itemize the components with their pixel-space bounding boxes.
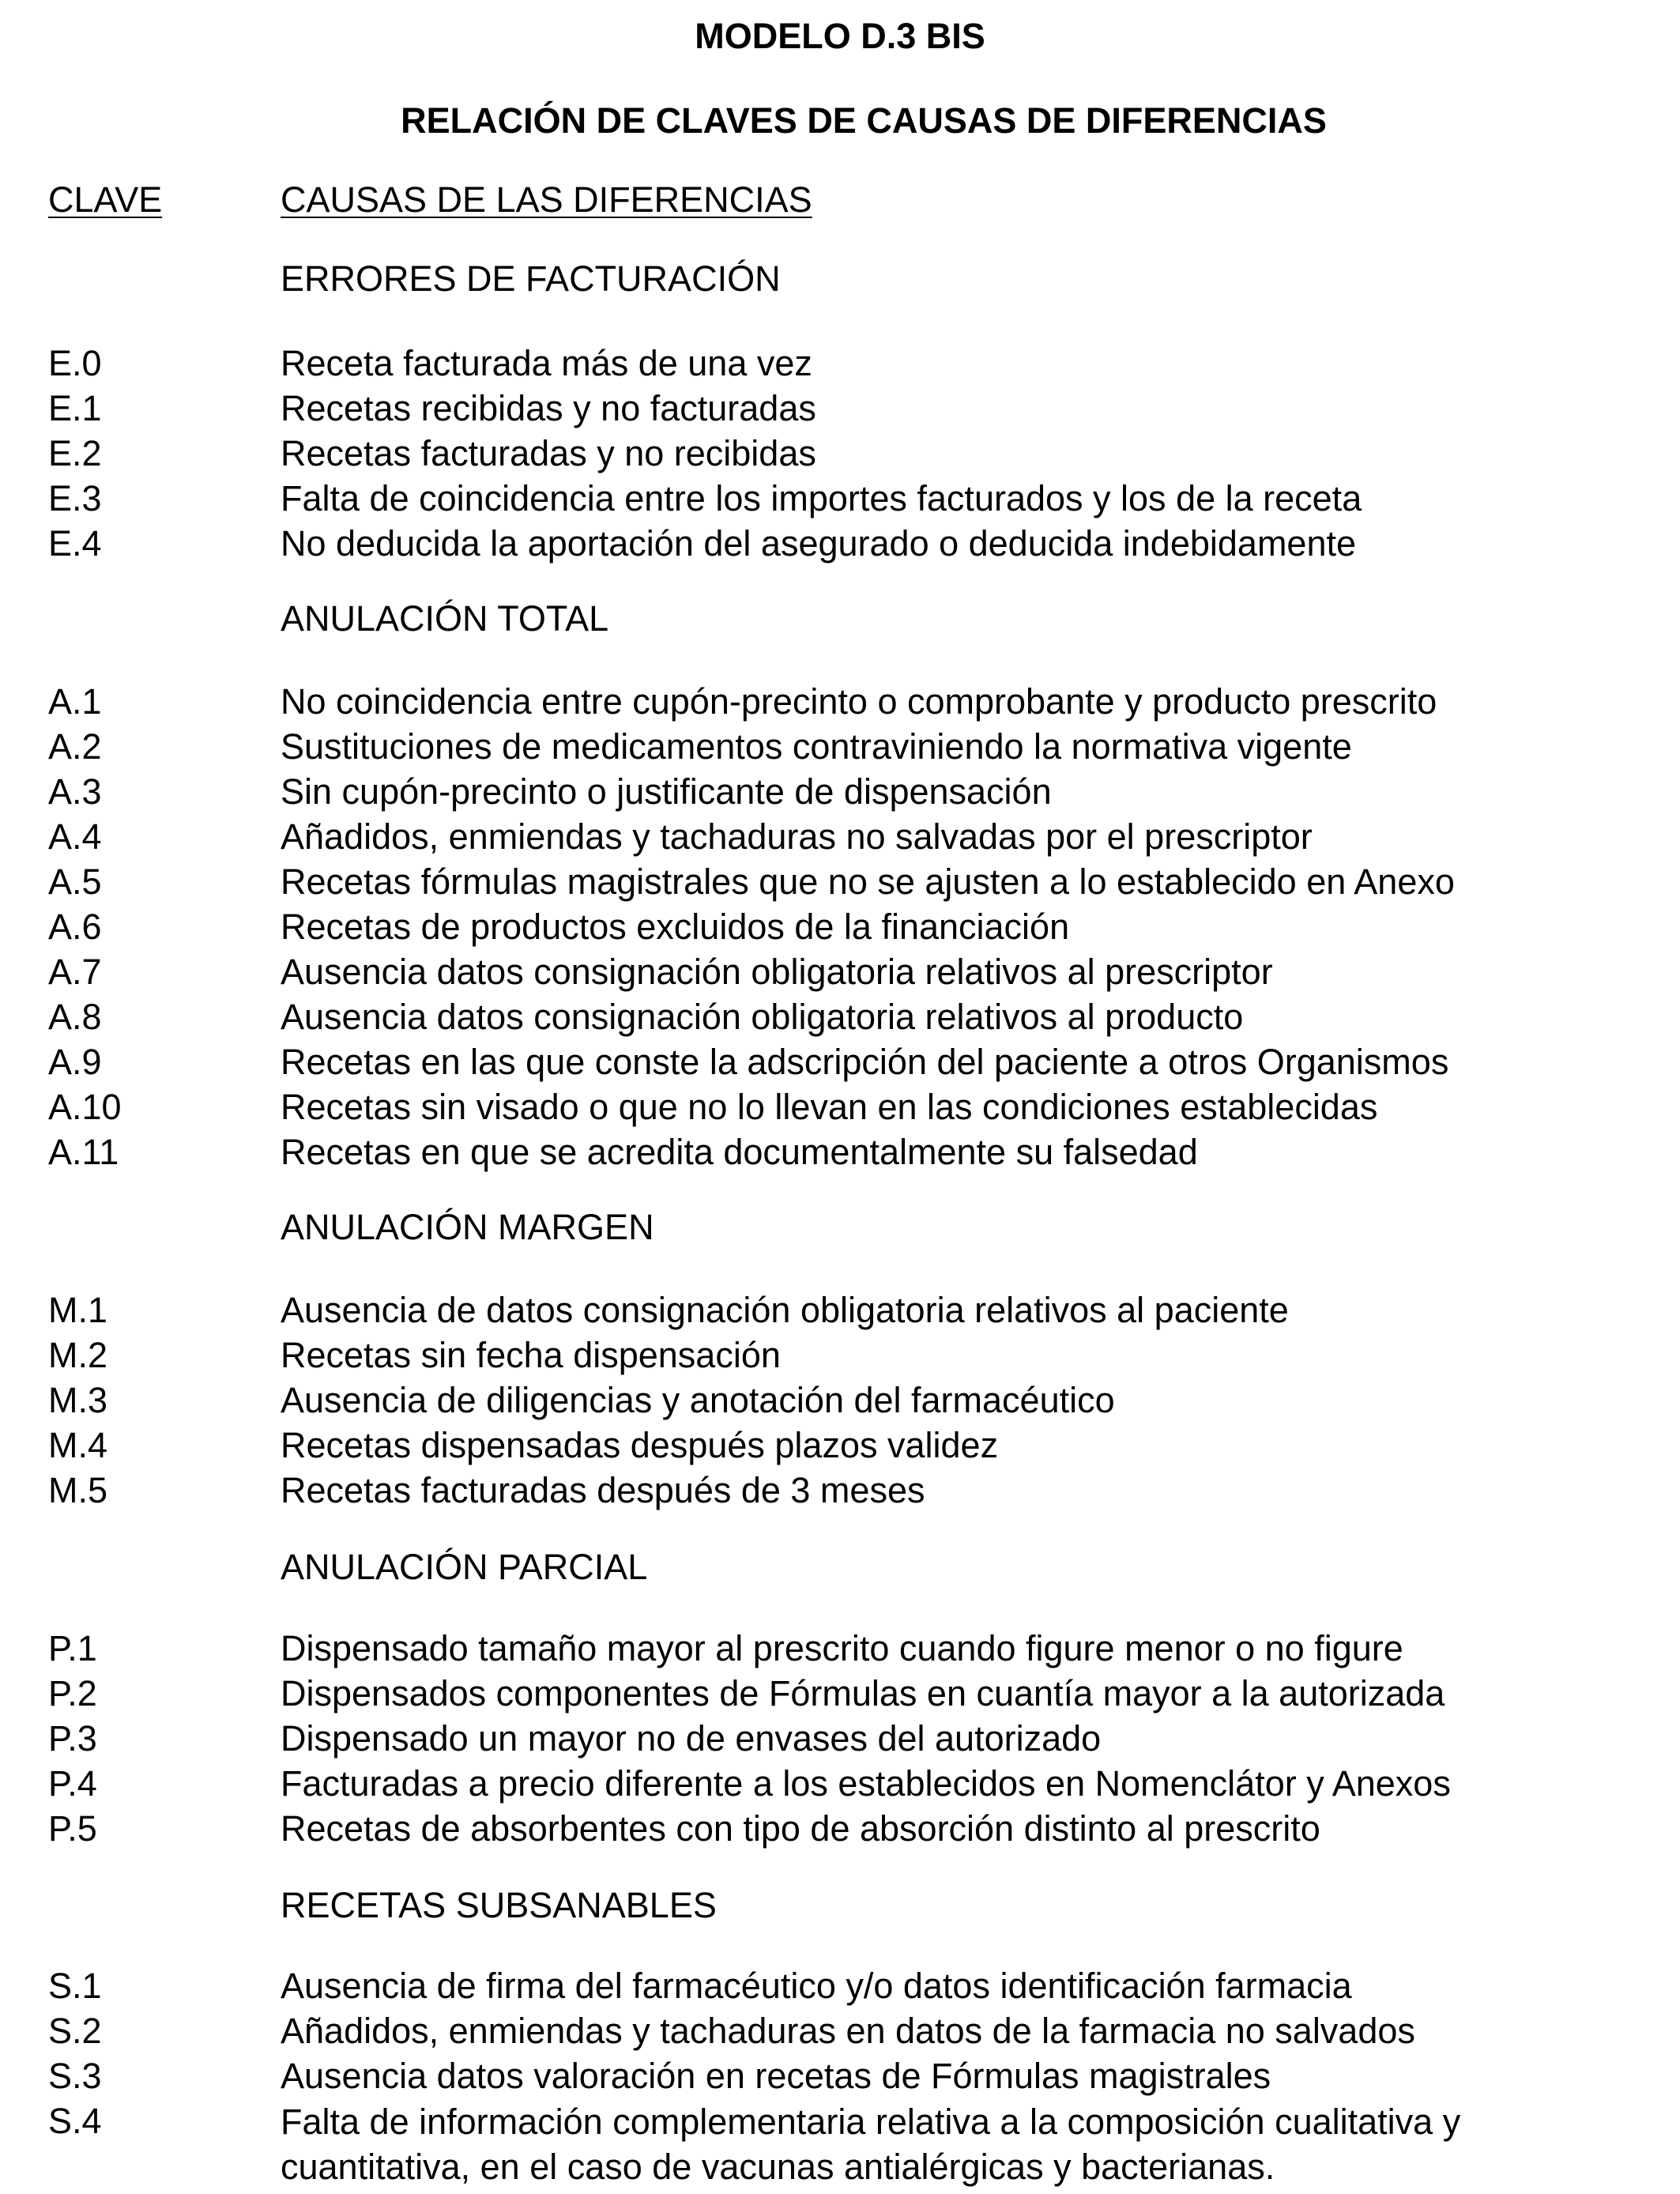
- item-text: Sin cupón-precinto o justificante de dispensación: [281, 771, 1052, 812]
- item-text: Recetas recibidas y no facturadas: [281, 388, 816, 428]
- item-text: Falta de coincidencia entre los importes facturados y los de la receta: [281, 478, 1362, 518]
- item-text: Dispensados componentes de Fórmulas en cuantía mayor a la autorizada: [281, 1673, 1445, 1713]
- document-subtitle: RELACIÓN DE CLAVES DE CAUSAS DE DIFERENCIAS: [401, 100, 1327, 141]
- item-code: E.3: [48, 478, 102, 518]
- item-text: Recetas en que se acredita documentalmente su falsedad: [281, 1132, 1198, 1172]
- item-code: A.6: [48, 907, 102, 947]
- item-code: P.2: [48, 1673, 97, 1713]
- item-code: A.5: [48, 861, 102, 902]
- item-code: M.3: [48, 1380, 108, 1420]
- item-code: A.2: [48, 726, 102, 767]
- item-text: Ausencia datos consignación obligatoria relativos al prescriptor: [281, 952, 1273, 992]
- item-code: P.5: [48, 1808, 97, 1849]
- item-code: S.2: [48, 2011, 102, 2051]
- item-code: A.4: [48, 816, 102, 857]
- column-header-description: CAUSAS DE LAS DIFERENCIAS: [281, 179, 812, 220]
- item-code: S.1: [48, 1966, 102, 2006]
- document-title: MODELO D.3 BIS: [695, 16, 985, 56]
- item-code: M.4: [48, 1425, 108, 1465]
- item-text: Facturadas a precio diferente a los establecidos en Nomenclátor y Anexos: [281, 1763, 1451, 1804]
- item-text: Ausencia datos consignación obligatoria relativos al producto: [281, 997, 1244, 1037]
- item-text: No coincidencia entre cupón-precinto o comprobante y producto prescrito: [281, 681, 1437, 722]
- item-text: Dispensado un mayor no de envases del autorizado: [281, 1718, 1102, 1759]
- item-code: A.1: [48, 681, 102, 722]
- item-code: M.2: [48, 1335, 108, 1375]
- item-text: Sustituciones de medicamentos contraviniendo la normativa vigente: [281, 726, 1352, 767]
- item-text: Ausencia de diligencias y anotación del farmacéutico: [281, 1380, 1115, 1420]
- item-text: Ausencia de datos consignación obligatoria relativos al paciente: [281, 1290, 1289, 1330]
- item-text: Añadidos, enmiendas y tachaduras en datos de la farmacia no salvados: [281, 2011, 1415, 2051]
- item-code: S.3: [48, 2056, 102, 2096]
- item-code: E.0: [48, 343, 102, 383]
- item-code: M.1: [48, 1290, 108, 1330]
- item-text: Dispensado tamaño mayor al prescrito cuando figure menor o no figure: [281, 1628, 1403, 1668]
- item-text: Recetas sin visado o que no lo llevan en las condiciones establecidas: [281, 1087, 1378, 1127]
- item-code: A.8: [48, 997, 102, 1037]
- section-heading-text: ANULACIÓN MARGEN: [281, 1207, 654, 1247]
- item-code: P.4: [48, 1763, 97, 1804]
- item-code: A.3: [48, 771, 102, 812]
- section-heading-text: ANULACIÓN TOTAL: [281, 598, 609, 639]
- item-text: Recetas en las que conste la adscripción del paciente a otros Organismos: [281, 1042, 1449, 1082]
- item-code: P.3: [48, 1718, 97, 1759]
- item-text: Recetas facturadas después de 3 meses: [281, 1470, 925, 1510]
- item-code: A.10: [48, 1087, 122, 1127]
- section-heading-text: ERRORES DE FACTURACIÓN: [281, 258, 781, 299]
- column-header-code: CLAVE: [48, 179, 163, 220]
- item-code: S.4: [48, 2101, 102, 2141]
- item-code: A.7: [48, 952, 102, 992]
- item-text: Recetas fórmulas magistrales que no se ajusten a lo establecido en Anexo: [281, 861, 1455, 902]
- item-text: Ausencia datos valoración en recetas de Fórmulas magistrales: [281, 2056, 1271, 2096]
- item-text: Recetas dispensadas después plazos validez: [281, 1425, 999, 1465]
- section-heading-text: ANULACIÓN PARCIAL: [281, 1547, 648, 1587]
- item-text: Añadidos, enmiendas y tachaduras no salvadas por el prescriptor: [281, 816, 1313, 857]
- section-heading-text: RECETAS SUBSANABLES: [281, 1885, 717, 1925]
- item-code: E.4: [48, 523, 102, 564]
- item-text: Ausencia de firma del farmacéutico y/o datos identificación farmacia: [281, 1966, 1352, 2006]
- item-text: Recetas de productos excluidos de la financiación: [281, 907, 1070, 947]
- item-code: E.1: [48, 388, 102, 428]
- item-text: Recetas sin fecha dispensación: [281, 1335, 781, 1375]
- item-text: Recetas facturadas y no recibidas: [281, 433, 816, 473]
- item-text: Recetas de absorbentes con tipo de absorción distinto al prescrito: [281, 1808, 1320, 1849]
- item-text: Falta de información complementaria relativa a la composición cualitativa y cuantitativa, en el caso de vacunas antialérgicas y bacterianas.: [281, 2102, 1461, 2187]
- item-text: No deducida la aportación del asegurado o deducida indebidamente: [281, 523, 1357, 564]
- item-text: Receta facturada más de una vez: [281, 343, 812, 383]
- item-code: P.1: [48, 1628, 97, 1668]
- item-code: A.9: [48, 1042, 102, 1082]
- item-code: M.5: [48, 1470, 108, 1510]
- item-code: A.11: [48, 1132, 119, 1172]
- item-code: E.2: [48, 433, 102, 473]
